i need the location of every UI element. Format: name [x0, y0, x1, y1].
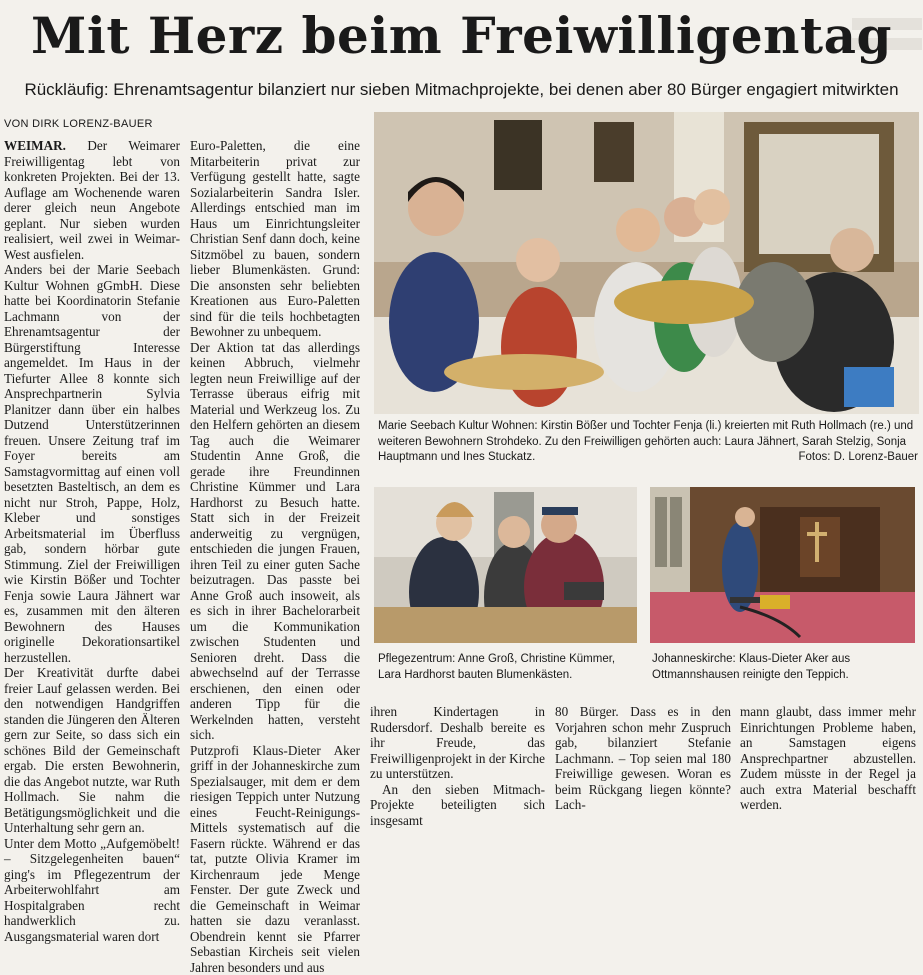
photo-main	[374, 112, 919, 414]
photo-pflegezentrum-image	[374, 487, 637, 643]
paragraph: 80 Bürger. Dass es in den Vorjahren schon mehr Zuspruch gab, bilanziert Stefanie Lachmann. – Top seien mal 180 Freiwillige gewesen. Woran es beim Rückgang liegen könnte? Lach-	[555, 704, 731, 813]
subheadline: Rückläufig: Ehrenamtsagentur bilanziert nur sieben Mitmachprojekte, bei denen aber 80 Bürger engagiert mitwirkten	[0, 80, 923, 100]
article-column-5	[740, 704, 916, 813]
headline: Mit Herz beim Freiwilligentag	[0, 6, 923, 65]
paragraph: Anders bei der Marie Seebach Kultur Wohnen gGmbH. Diese hatte bei Koordinatorin Stefanie Lachmann von der Ehrenamtsagentur der Bürgerstiftung Interesse angemeldet. Im Haus in der Tiefurter Allee 8 konnte sich Ansprechpartnerin Sylvia Planitzer dann über ein halbes Dutzend Unterstützerinnen freuen. Unsere Zeitung traf im Foyer bereits am Samstagvormittag auf einen voll besetzten Basteltisch, an dem es nicht nur Stroh, Pappe, Holz, Kleber und sonstiges Arbeitsmaterial im Überfluss gab, sondern hörbar gute Stimmung. Ziel der Freiwilligen wie Kirstin Bößer und Tochter Fenja sowie Laura Jähnert war es, zusammen mit den älteren Bewohnern des Hauses originelle Dekorationsartikel herzustellen.	[4, 262, 180, 665]
article-column-1	[4, 138, 180, 944]
byline: VON DIRK LORENZ-BAUER	[4, 118, 153, 130]
caption-pflegezentrum: Pflegezentrum: Anne Groß, Christine Kümmer, Lara Hardhorst bauten Blumenkästen.	[378, 652, 636, 683]
article-column-3	[370, 704, 545, 828]
paragraph: Euro-Paletten, die eine Mitarbeiterin privat zur Verfügung gestellt hatte, sagte Sozialarbeiterin Sandra Isler. Allerdings entschied man im Haus um Einrichtungsleiter Christian Senf dann doch, keine Sitzmöbel zu bauen, sondern lieber Blumenkästen. Grund: Die ansonsten sehr beliebten Kreationen aus Euro-Paletten sind für die teils hochbetagten Bewohner zu unbequem.	[190, 138, 360, 340]
dateline: WEIMAR.	[4, 138, 66, 153]
paragraph: An den sieben Mitmach-Projekte beteiligten sich insgesamt	[370, 782, 545, 829]
photo-credit: Fotos: D. Lorenz-Bauer	[760, 450, 918, 466]
paragraph: Unter dem Motto „Aufgemöbelt! – Sitzgelegenheiten bauen“ ging's im Pflegezentrum der Arbeiterwohlfahrt am Hospitalgraben recht handwerklich zu. Ausgangsmaterial waren dort	[4, 836, 180, 945]
article-column-4	[555, 704, 731, 813]
caption-johanneskirche: Johanneskirche: Klaus-Dieter Aker aus Ottmannshausen reinigte den Teppich.	[652, 652, 918, 683]
paragraph: Der Kreativität durfte dabei freier Lauf gelassen werden. Bei den notwendigen Handgriffen standen die Jüngeren den Älteren gern zur Seite, so dass sich ein schönes Bild der Gemeinschaft ergab. Die ersten Bewohnerin, die das Angebot nutzte, war Ruth Hollmach. Sie nahm die Betätigungsmöglichkeit und die Unterhaltung sehr gern an.	[4, 665, 180, 836]
paragraph: mann glaubt, dass immer mehr Einrichtungen Probleme haben, an Samstagen eigens Ansprechpartner abzustellen. Zudem müsste in der Regel ja auch extra Material beschafft werden.	[740, 704, 916, 813]
paragraph: Der Aktion tat das allerdings keinen Abbruch, vielmehr legten neun Freiwillige auf der Terrasse überaus eifrig mit Material und Werkzeug los. Zu den Helfern gehörten an diesem Tag auch die Weimarer Studentin Anne Groß, die gerade ihre Freundinnen Christine Kümmer und Lara Hardhorst zu Besuch hatte. Statt sich in der Freizeit anderweitig zu vergnügen, entschieden die jungen Frauen, ihren Teil zu einer guten Sache beizutragen. Das passte bei Anne Groß auch insoweit, als es sich in ihrer Bachelorarbeit um die Kommunikation zwischen Studenten und Senioren dreht. Dass die abwechselnd auf der Terrasse erschienen, den einen oder anderen Tipp für die Werkelnden hatten, versteht sich.	[190, 340, 360, 743]
paragraph: Putzprofi Klaus-Dieter Aker griff in der Johanneskirche zum Spezialsauger, mit dem er dem riesigen Teppich unter Nutzung eines Feucht-Reinigungs-Mittels systematisch auf die Fasern rückte. Während er das tat, putzte Olivia Kramer im Kirchenraum jede Menge Fenster. Der gute Zweck und die Gemeinschaft in Weimar hatten sie dazu veranlasst. Obendrein kennt sie Pfarrer Sebastian Kircheis seit vielen Jahren besonders und aus	[190, 743, 360, 975]
article-column-2	[190, 138, 360, 975]
paragraph: WEIMAR. Der Weimarer Freiwilligentag lebt von konkreten Projekten. Bei der 13. Auflage am Wochenende waren derer gleich neun Angebote geplant. Nur sieben wurden realisiert, weil zwei in Weimar-West ausfielen.	[4, 138, 180, 262]
photo-kirche-image	[650, 487, 915, 643]
caption-main: Marie Seebach Kultur Wohnen: Kirstin Bößer und Tochter Fenja (li.) kreierten mit Ruth Hollmach (re.) und weiteren Bewohnern Strohdeko. Zu den Freiwilligen gehörten auch: Laura Jähnert, Sarah Stelzig, Sonja Hauptmann und Ines Stuckatz.	[378, 419, 918, 466]
photo-pflegezentrum	[374, 487, 637, 643]
paragraph: ihren Kindertagen in Rudersdorf. Deshalb bereite es ihr Freude, das Freiwilligenprojekt in der Kirche zu unterstützen.	[370, 704, 545, 782]
photo-johanneskirche	[650, 487, 915, 643]
photo-basteln-image	[374, 112, 919, 414]
